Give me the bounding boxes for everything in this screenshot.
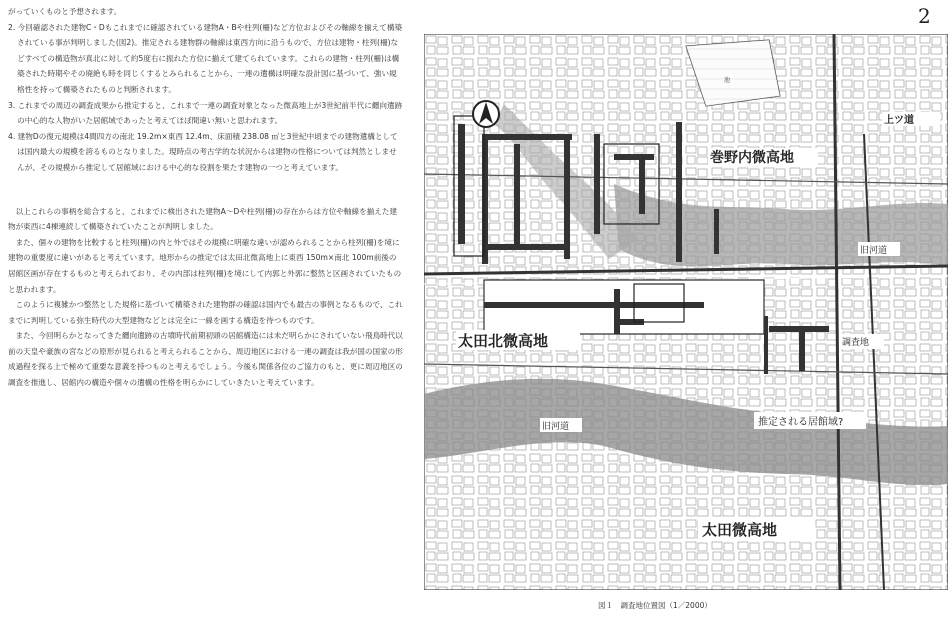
north-arrow-icon [473, 101, 499, 127]
paragraph-summary-1: 以上これらの事柄を総合すると、これまでに検出された建物A～Dや柱列(柵)の存在からは方位や軸線を揃えた建物が東西に4棟連続して構築されていたことが判明しました。 [8, 206, 398, 232]
label-presumed-residence-area: 推定される居館域? [758, 417, 844, 428]
pond-label: 池 [724, 77, 731, 84]
label-old-river-2: 旧河道 [542, 422, 570, 432]
paragraph-summary-3: このように複雑かつ整然とした規格に基づいて構築された建物群の確認は国内でも最古の事例となるもので、これまでに判明している弥生時代の大型建物などとは完全に一線を画する構造を待つものです。 [8, 300, 403, 325]
label-old-river-1: 旧河道 [860, 246, 888, 256]
page-number: 2 [918, 4, 931, 28]
paragraph-0: がっていくものと予想されます。 [8, 7, 122, 16]
label-jou-tsu-michi: 上ツ道 [884, 115, 914, 126]
survey-location-map [424, 34, 948, 590]
label-ohta-kita-upland: 太田北微高地 [458, 332, 549, 350]
paragraph-item-2: 2. 今回確認された建物C・Dもこれまでに確認されている建物A・Bや柱列(柵)など方位およびその軸線を揃えて構築されている事が判明しました(図2)。推定される建物群の軸線は東西方向に沿うもので、方位は建物・柱列(柵)などすべての構造物が真北に対して約5度右に振れた方位に揃えて建てられています。これらの建物・柱列(柵)は構築された時期やその廃絶も時を同じくするとみられることから、一連の遺構は明確な設計図に基づいて、強い規格性を持って構築されたものと判断されます。 [8, 22, 403, 94]
paragraph-summary-4: また、今回明らかとなってきた纒向遺跡の古墳時代前期初頭の居館構造には未だ明らかにされていない飛鳥時代以前の天皇や豪族の宮などの原形が見られると考えられることから、周辺地区における一連の調査は我が国の国家の形成過程を探る上で極めて重要な意義を持つものと考えるでしょう。今後も関係各位のご協力のもと、更に周辺地区の調査を推進し、居館内の構造や個々の遺構の性格を明らかにしていきたいと考えています。 [8, 331, 403, 388]
label-makinouchi-upland: 巻野内微高地 [710, 150, 794, 166]
body-text [8, 4, 403, 391]
label-survey-site: 調査地 [842, 338, 870, 348]
label-ohta-upland: 太田微高地 [702, 521, 778, 539]
paragraph-summary-2: また、個々の建物を比較すると柱列(柵)の内と外ではその規模に明確な違いが認められることから柱列(柵)を境に建物の重要度に違いがあると考えています。地形からの推定では太田北微高地上に東西 150m×南北 100m前後の居館区画が存在するものと考えられており、その内部は柱列(柵)を境にして内郭と外郭に整然と区画されていたものと思われます。 [8, 237, 402, 294]
figure-caption: 図１ 調査地位置図（1／2000） [598, 601, 712, 610]
paragraph-item-3: 3. これまでの周辺の調査成果から推定すると、これまで一連の調査対象となった微高地上が3世紀前半代に纒向遺跡の中心的な人物がいた居館域であったと考えてほぼ間違い無いと思われます。 [8, 100, 403, 126]
paragraph-item-4: 4. 建物Dの復元規模は4間四方の南北 19.2m×東西 12.4m、床面積 238.08 ㎡と3世紀中頃までの建物遺構としては国内最大の規模を誇るものとなりました。現時点の考古学的な状況からは建物の性格については判然としませんが、その規模から推定して居館域における中心的な役割を果たす建物の一つと考えています。 [8, 131, 398, 172]
